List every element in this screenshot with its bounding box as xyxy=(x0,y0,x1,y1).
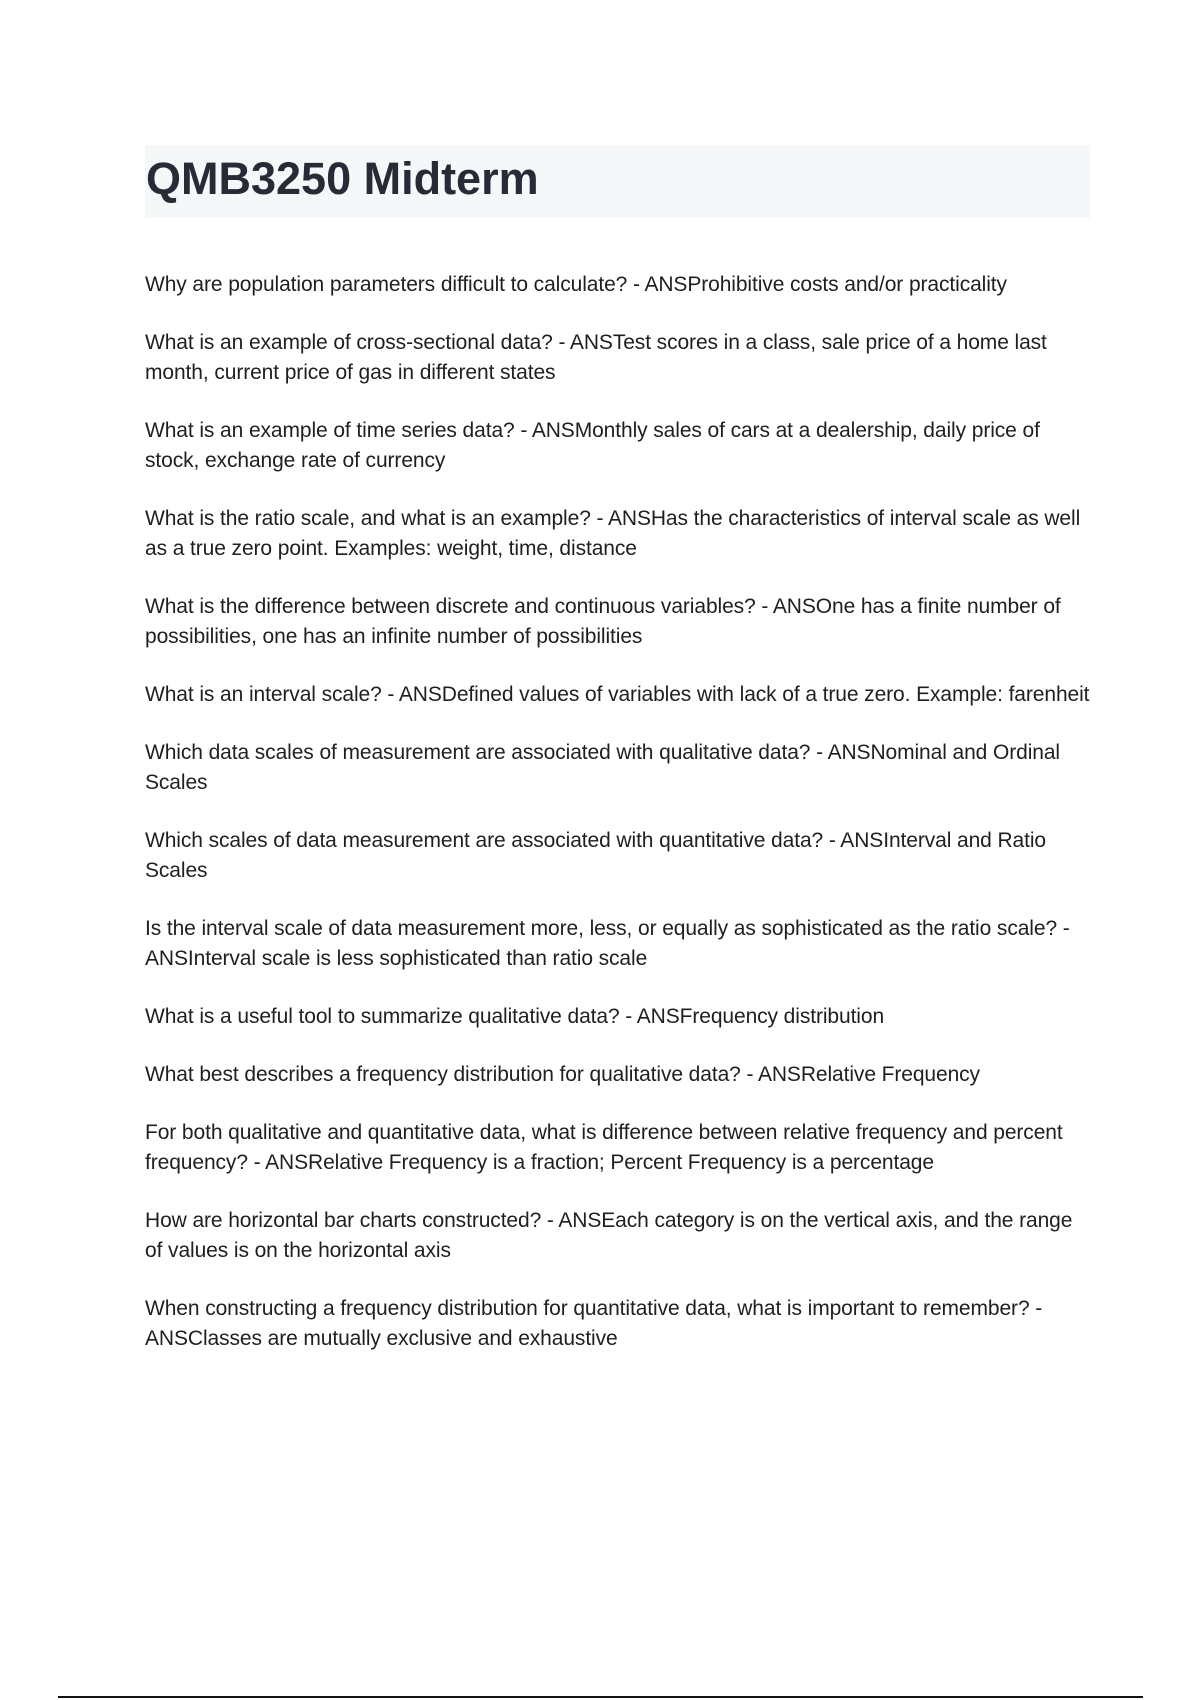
page-title: QMB3250 Midterm xyxy=(146,153,539,204)
answer-text: Each category is on the vertical axis, and the range of values is on the horizontal axis xyxy=(145,1209,1073,1262)
question-text: What is an interval scale? - ANS xyxy=(145,683,442,706)
question-text: Why are population parameters difficult to calculate? - ANS xyxy=(145,273,688,296)
answer-text: Frequency distribution xyxy=(679,1005,885,1028)
answer-text: Classes are mutually exclusive and exhaustive xyxy=(187,1327,618,1350)
qa-item xyxy=(145,1002,1090,1032)
question-text: What is the difference between discrete and continuous variables? - ANS xyxy=(145,595,816,618)
qa-item xyxy=(145,592,1090,652)
qa-item xyxy=(145,270,1090,300)
question-text: What is a useful tool to summarize qualitative data? - ANS xyxy=(145,1005,680,1028)
qa-item xyxy=(145,1118,1090,1178)
answer-text: Test scores in a class, sale price of a home last month, current price of gas in different states xyxy=(145,331,1047,384)
qa-item xyxy=(145,1206,1090,1266)
answer-text: Nominal and Ordinal Scales xyxy=(145,741,1060,794)
question-text: What is the ratio scale, and what is an example? - ANS xyxy=(145,507,651,530)
question-text: How are horizontal bar charts constructed? - ANS xyxy=(145,1209,602,1232)
qa-item xyxy=(145,1060,1090,1090)
qa-list xyxy=(145,270,1090,1382)
qa-item xyxy=(145,738,1090,798)
question-text: Is the interval scale of data measurement more, less, or equally as sophisticated as the ratio scale? - ANS xyxy=(145,917,1070,970)
qa-item xyxy=(145,826,1090,886)
answer-text: Interval scale is less sophisticated than ratio scale xyxy=(187,947,648,970)
answer-text: Prohibitive costs and/or practicality xyxy=(687,273,1007,296)
qa-item xyxy=(145,416,1090,476)
qa-item xyxy=(145,504,1090,564)
answer-text: Defined values of variables with lack of a true zero. Example: farenheit xyxy=(441,683,1090,706)
question-text: Which scales of data measurement are associated with quantitative data? - ANS xyxy=(145,829,884,852)
question-text: Which data scales of measurement are associated with qualitative data? - ANS xyxy=(145,741,871,764)
question-text: What best describes a frequency distribution for qualitative data? - ANS xyxy=(145,1063,801,1086)
answer-text: Relative Frequency is a fraction; Percent Frequency is a percentage xyxy=(308,1151,934,1174)
qa-item xyxy=(145,914,1090,974)
title-banner xyxy=(145,145,1090,218)
answer-text: Relative Frequency xyxy=(800,1063,980,1086)
footer-divider xyxy=(58,1696,1143,1698)
question-text: When constructing a frequency distribution for quantitative data, what is important to remember? - ANS xyxy=(145,1297,1043,1350)
qa-item xyxy=(145,1294,1090,1354)
question-text: What is an example of time series data? - ANS xyxy=(145,419,575,442)
qa-item xyxy=(145,680,1090,710)
qa-item xyxy=(145,328,1090,388)
question-text: For both qualitative and quantitative data, what is difference between relative frequency and percent frequency? - ANS xyxy=(145,1121,1063,1174)
answer-text: One has a finite number of possibilities, one has an infinite number of possibilities xyxy=(145,595,1061,648)
question-text: What is an example of cross-sectional data? - ANS xyxy=(145,331,613,354)
answer-text: Interval and Ratio Scales xyxy=(145,829,1046,882)
answer-text: Has the characteristics of interval scale as well as a true zero point. Examples: weight, time, distance xyxy=(145,507,1081,560)
answer-text: Monthly sales of cars at a dealership, daily price of stock, exchange rate of currency xyxy=(145,419,1040,472)
